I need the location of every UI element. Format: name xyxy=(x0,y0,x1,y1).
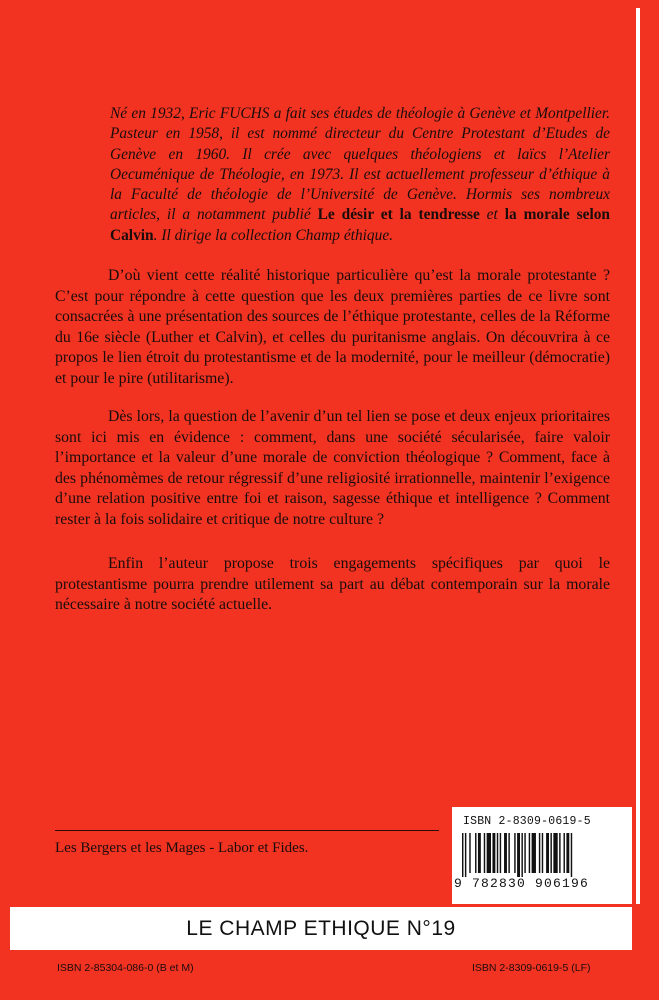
barcode-bar xyxy=(559,833,560,873)
series-band xyxy=(10,907,632,950)
barcode-bar xyxy=(484,833,485,873)
barcode-bar xyxy=(497,833,498,873)
barcode-bar xyxy=(529,833,530,873)
barcode-bar xyxy=(553,833,557,873)
barcode-bar xyxy=(465,833,466,877)
barcode-bar xyxy=(504,833,507,873)
barcode-bar xyxy=(469,833,470,873)
book-title-2: la morale selon Calvin xyxy=(110,206,610,244)
isbn-bergers-mages: ISBN 2-85304-086-0 (B et M) xyxy=(57,962,194,974)
barcode-bar xyxy=(550,833,551,873)
barcode-bar xyxy=(500,833,501,873)
barcode-bar xyxy=(521,833,522,877)
barcode-isbn: ISBN 2-8309-0619-5 xyxy=(463,815,591,828)
paragraph-engagements: Enfin l’auteur propose trois engagements spécifiques par quoi le protestantisme pourra prendre utilement sa part au débat contemporain sur la morale nécessaire à notre société actuelle. xyxy=(55,555,610,614)
author-biography xyxy=(110,104,610,246)
barcode-bar xyxy=(532,833,536,873)
isbn-labor-fides: ISBN 2-8309-0619-5 (LF) xyxy=(472,962,591,974)
barcode-bars xyxy=(462,833,622,877)
paragraph-challenges: Dès lors, la question de l’avenir d’un tel lien se pose et deux enjeux prioritaires sont ici mis en évidence : comment, dans une société sécularisée, faire valoir l’importance et la valeur d’une morale de conviction théologique ? Comment, face à des phénomèmes de retour régressif d’une religiosité irrationnelle, maintenir l’exigence d’une relation positive entre foi et raison, sagesse éthique et intelligence ? Comment rester à la fois solidaire et critique de notre culture ? xyxy=(55,408,610,528)
barcode-bar xyxy=(478,833,481,873)
bio-text-1: Né en 1932, Eric FUCHS a fait ses études de théologie à Genève et Montpellier. Pasteur en 1958, il est nommé directeur du Centre Protestant d’Etudes de Genève en 1960. Il crée avec quelques théologiens et laïcs l’Atelier Oecuménique de Théologie, en 1973. Il est actuellement professeur d’éthique à la Faculté de théologie de l’Université de Genève. Hormis ses nombreux articles, il a notamment publié xyxy=(110,105,610,224)
book-title-1: Le désir et la tendresse xyxy=(317,206,480,224)
barcode-bar xyxy=(571,833,572,877)
barcode-box xyxy=(452,807,632,904)
bio-text-2: et xyxy=(479,206,505,224)
barcode-bar xyxy=(492,833,495,873)
paragraph-sources: D’où vient cette réalité historique particulière qu’est la morale protestante ? C’est pour répondre à cette question que les deux premières parties de ce livre sont consacrées à une présentation des sources de l’éthique protestante, celles de la Réforme du 16e siècle (Luther et Calvin), et celles du puritanisme anglais. On découvrira à ce propos le lien étroit du protestantisme et de la modernité, pour le meilleur (démocratie) et pour le pire (utilitarisme). xyxy=(55,267,610,387)
barcode-digits: 9 782830 906196 xyxy=(454,876,590,891)
barcode-bar xyxy=(462,833,463,877)
divider-rule xyxy=(55,830,439,831)
barcode-bar xyxy=(514,833,515,873)
bio-text-3: . Il dirige la collection Champ éthique. xyxy=(153,226,393,244)
barcode-bar xyxy=(517,833,520,877)
barcode-bar xyxy=(475,833,476,873)
barcode-bar xyxy=(546,833,549,873)
barcode-bar xyxy=(539,833,540,873)
barcode-bar xyxy=(566,833,569,873)
barcode-bar xyxy=(508,833,509,873)
publisher-line: Les Bergers et les Mages - Labor et Fides. xyxy=(55,840,309,856)
barcode-bar xyxy=(524,833,525,873)
barcode-bar xyxy=(487,833,491,873)
barcode-bar xyxy=(564,833,565,873)
barcode-bar xyxy=(542,833,543,873)
series-title: LE CHAMP ETHIQUE N°19 xyxy=(186,916,456,940)
